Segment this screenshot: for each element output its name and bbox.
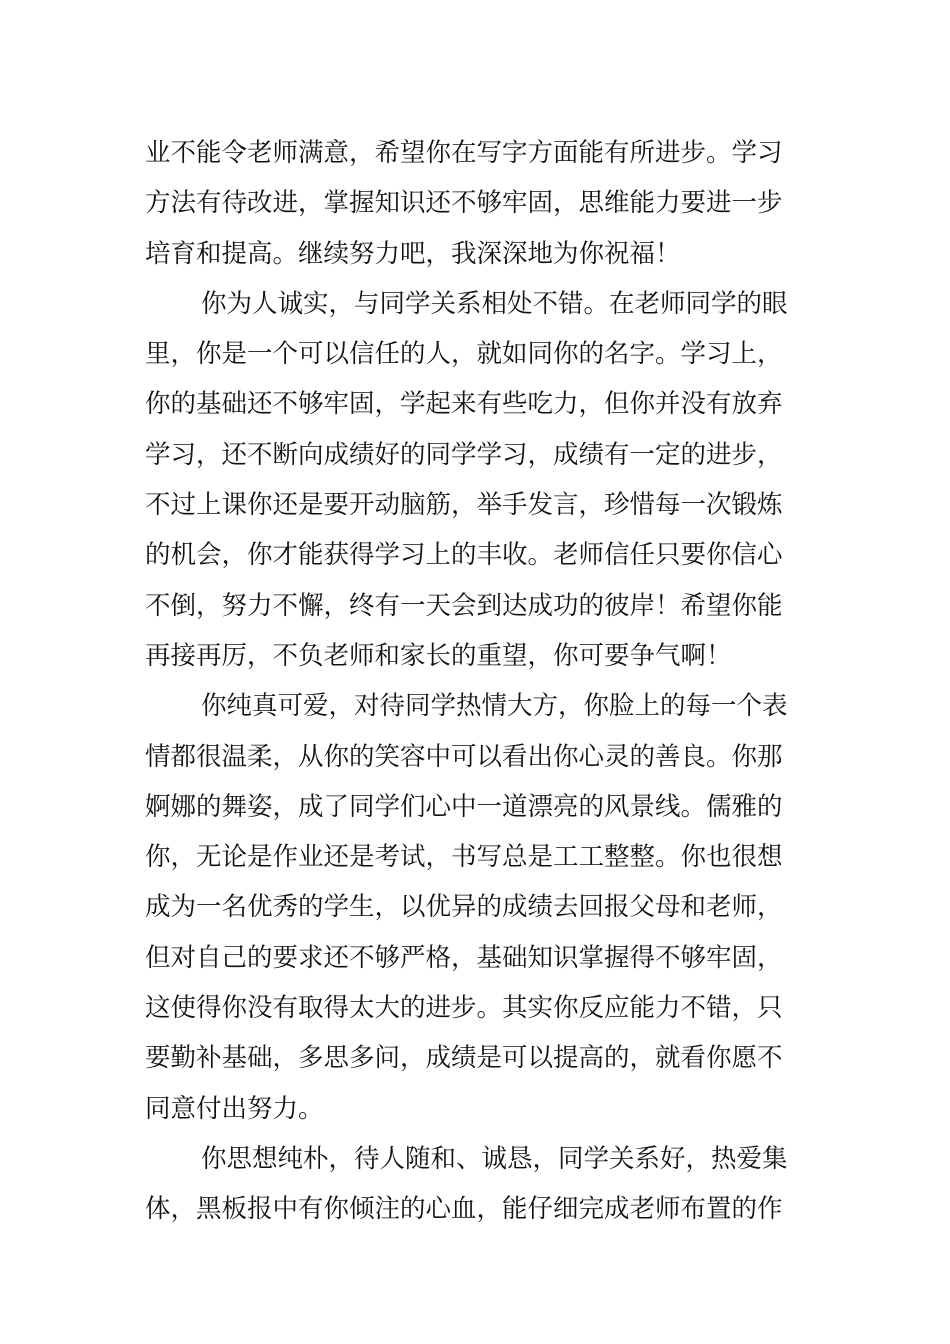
text-line: 你思想纯朴，待人随和、诚恳，同学关系好，热爱集 bbox=[201, 1143, 788, 1174]
text-line: 你的基础还不够牢固，学起来有些吃力，但你并没有放弃 bbox=[145, 389, 783, 420]
text-line: 里，你是一个可以信任的人，就如同你的名字。学习上， bbox=[145, 339, 783, 370]
text-line: 学习，还不断向成绩好的同学学习，成绩有一定的进步， bbox=[145, 439, 783, 470]
text-line: 体，黑板报中有你倾注的心血，能仔细完成老师布置的作 bbox=[145, 1194, 783, 1225]
text-line: 这使得你没有取得太大的进步。其实你反应能力不错，只 bbox=[145, 993, 783, 1024]
paragraph-4 bbox=[145, 1134, 810, 1235]
text-line: 要勤补基础，多思多问，成绩是可以提高的，就看你愿不 bbox=[145, 1043, 783, 1074]
text-line: 情都很温柔，从你的笑容中可以看出你心灵的善良。你那 bbox=[145, 741, 783, 772]
text-line: 同意付出努力。 bbox=[145, 1093, 324, 1124]
text-line: 不过上课你还是要开动脑筋，举手发言，珍惜每一次锻炼 bbox=[145, 490, 783, 521]
document-body bbox=[145, 128, 810, 1235]
paragraph-2 bbox=[145, 279, 810, 681]
text-line: 再接再厉，不负老师和家长的重望，你可要争气啊！ bbox=[145, 640, 732, 671]
text-line: 培育和提高。继续努力吧，我深深地为你祝福！ bbox=[145, 238, 681, 269]
text-line: 但对自己的要求还不够严格，基础知识掌握得不够牢固， bbox=[145, 942, 783, 973]
text-line: 婀娜的舞姿，成了同学们心中一道漂亮的风景线。儒雅的 bbox=[145, 791, 783, 822]
text-line: 业不能令老师满意，希望你在写字方面能有所进步。学习 bbox=[145, 138, 783, 168]
text-line: 成为一名优秀的学生，以优异的成绩去回报父母和老师， bbox=[145, 892, 783, 923]
text-line: 不倒，努力不懈，终有一天会到达成功的彼岸！希望你能 bbox=[145, 590, 783, 621]
text-line: 你为人诚实，与同学关系相处不错。在老师同学的眼 bbox=[201, 288, 788, 319]
paragraph-3 bbox=[145, 681, 810, 1134]
text-line: 你纯真可爱，对待同学热情大方，你脸上的每一个表 bbox=[201, 691, 788, 722]
paragraph-1 bbox=[145, 128, 810, 279]
text-line: 你，无论是作业还是考试，书写总是工工整整。你也很想 bbox=[145, 842, 783, 873]
text-line: 方法有待改进，掌握知识还不够牢固，思维能力要进一步 bbox=[145, 188, 783, 219]
text-line: 的机会，你才能获得学习上的丰收。老师信任只要你信心 bbox=[145, 540, 783, 571]
